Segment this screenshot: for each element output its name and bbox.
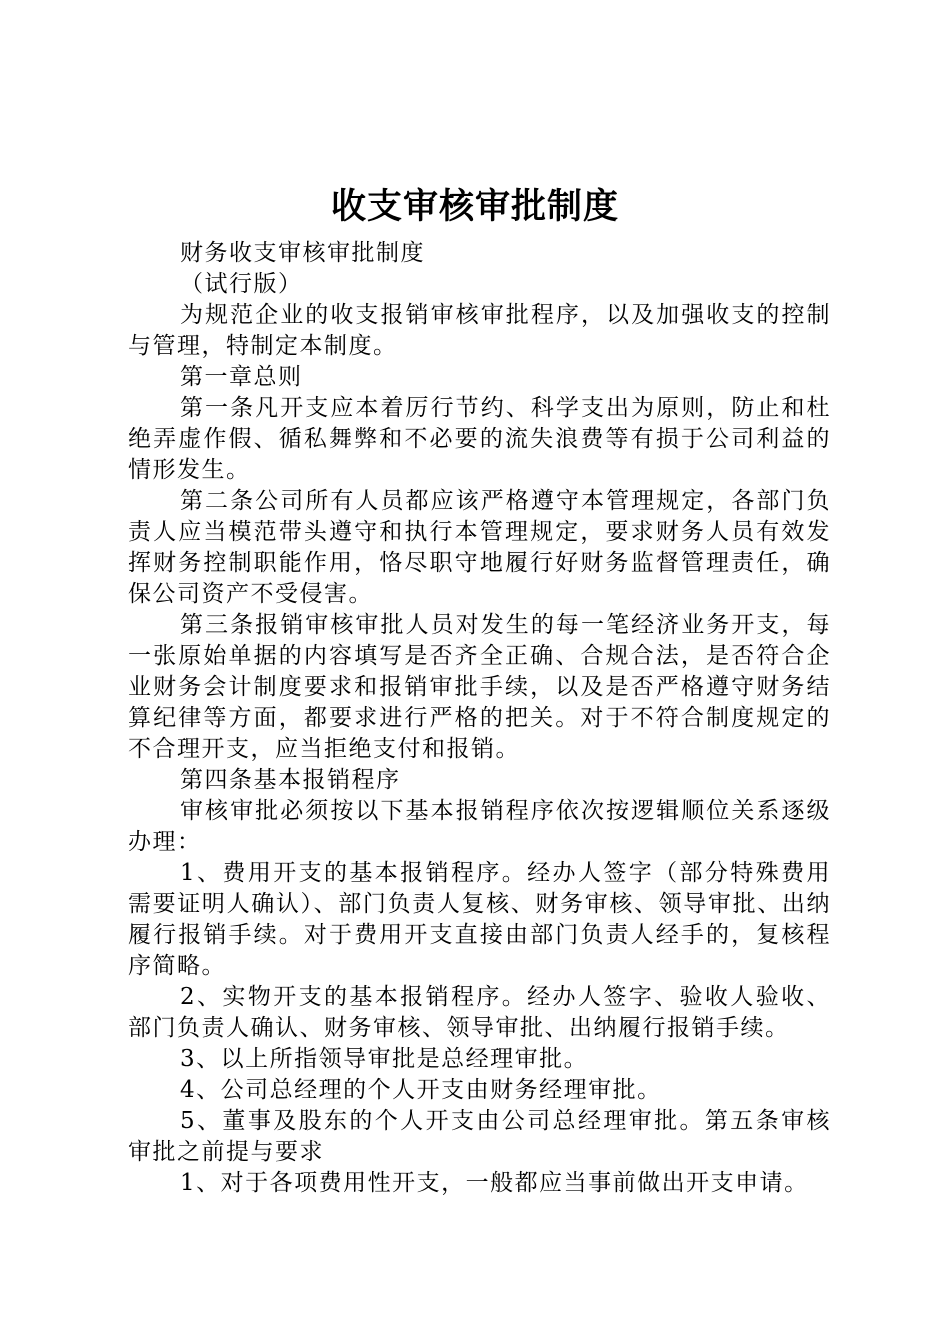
list-item-4: 4、公司总经理的个人开支由财务经理审批。 [180, 1077, 662, 1103]
paragraph-purpose: 为规范企业的收支报销审核审批程序，以及加强收支的控制与管理，特制定本制度。 [128, 302, 831, 359]
article-4-intro: 审核审批必须按以下基本报销程序依次按逻辑顺位关系逐级办理： [128, 798, 831, 855]
article-2: 第二条公司所有人员都应该严格遵守本管理规定，各部门负责人应当模范带头遵守和执行本管理规定，要求财务人员有效发挥财务控制职能作用，恪尽职守地履行好财务监督管理责任，确保公司资产不受侵害。 [128, 488, 831, 607]
paragraph-version: （试行版） [180, 271, 303, 297]
list-item-1: 1、费用开支的基本报销程序。经办人签字（部分特殊费用需要证明人确认）、部门负责人复核、财务审核、领导审批、出纳履行报销手续。对于费用开支直接由部门负责人经手的，复核程序简略。 [128, 860, 831, 979]
paragraph-subtitle: 财务收支审核审批制度 [180, 240, 425, 266]
list-item-5: 5、董事及股东的个人开支由公司总经理审批。第五条审核审批之前提与要求 [128, 1108, 831, 1165]
list-item-3: 3、以上所指领导审批是总经理审批。 [180, 1046, 589, 1072]
article-3: 第三条报销审核审批人员对发生的每一笔经济业务开支，每一张原始单据的内容填写是否齐全正确、合规合法，是否符合企业财务会计制度要求和报销审批手续，以及是否严格遵守财务结算纪律等方面，都要求进行严格的把关。对于不符合制度规定的不合理开支，应当拒绝支付和报销。 [128, 612, 831, 762]
article-5-item-1: 1、对于各项费用性开支，一般都应当事前做出开支申请。 [180, 1170, 809, 1196]
chapter-heading: 第一章总则 [180, 364, 303, 390]
article-4-heading: 第四条基本报销程序 [180, 767, 401, 793]
article-1: 第一条凡开支应本着厉行节约、科学支出为原则，防止和杜绝弄虚作假、循私舞弊和不必要的流失浪费等有损于公司利益的情形发生。 [128, 395, 831, 483]
document-body [128, 238, 831, 1199]
document-title: 收支审核审批制度 [330, 187, 619, 227]
list-item-2: 2、实物开支的基本报销程序。经办人签字、验收人验收、部门负责人确认、财务审核、领导审批、出纳履行报销手续。 [128, 984, 831, 1041]
